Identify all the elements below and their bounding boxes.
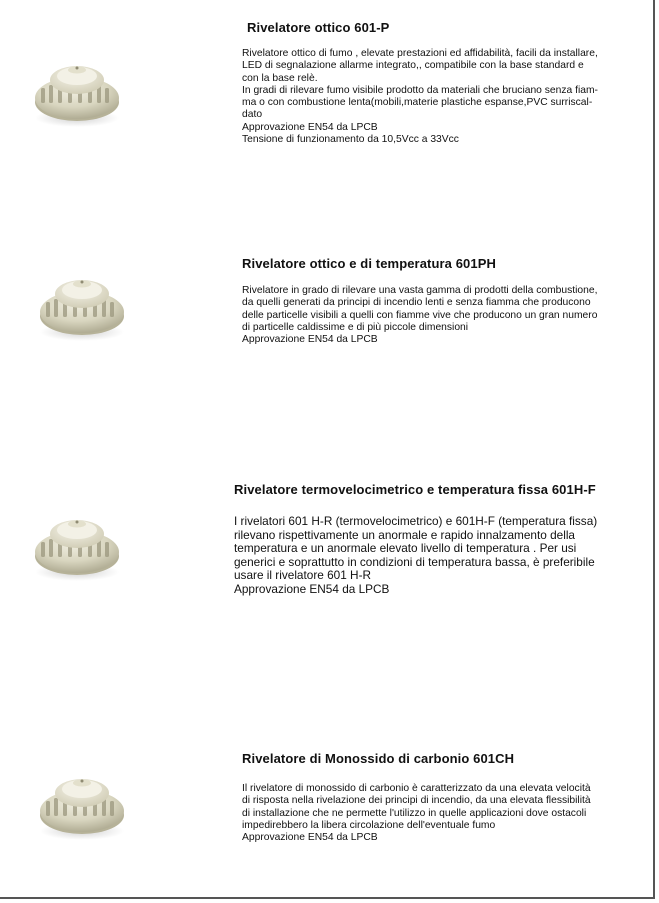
product-description: Rivelatore in grado di rilevare una vasta gamma di prodotti della combustione, da quelli generati da principi di incendio lenti e senza fiamma che producono delle particelle visibili a quelli con fiamme vive che producono un gran numero di particelle caldissime e di più piccole dimensioni Approvazione EN54 da LPCB: [242, 285, 598, 346]
detector-image: [32, 52, 124, 132]
product-description: I rivelatori 601 H-R (termovelocimetrico) e 601H-F (temperatura fissa) rilevano rispettivamente un anormale e rapido innalzamento della temperatura e un anormale elevato livello di temperatura . Per usi generici e soprattutto in condizioni di temperatura bassa, è preferibile usare il rivelatore 601 H-R Approvazione EN54 da LPCB: [234, 514, 598, 596]
detector-image: [37, 266, 129, 346]
detector-image: [32, 506, 124, 586]
product-title: Rivelatore di Monossido di carbonio 601CH: [242, 751, 515, 766]
product-title: Rivelatore ottico 601-P: [247, 20, 390, 35]
product-description: Il rivelatore di monossido di carbonio è caratterizzato da una elevata velocità di risposta nella rivelazione dei principi di incendio, da una elevata flessibilità di installazione che ne permette l'utilizzo in quelle applicazioni dove ostacoli impedirebbero la libera circolazione dell'eventuale fumo Approvazione EN54 da LPCB: [242, 783, 591, 844]
product-title: Rivelatore ottico e di temperatura 601PH: [242, 256, 496, 271]
detector-image: [37, 765, 129, 845]
product-description: Rivelatore ottico di fumo , elevate prestazioni ed affidabilità, facili da installare, LED di segnalazione allarme integrato,, compatibile con la base standard e con la base relè. In gradi di rilevare fumo visibile prodotto da materiali che bruciano senza fiam- ma o con combustione lenta(mobili,materie plastiche espanse,PVC surriscal- dato Approvazione EN54 da LPCB Tensione di funzionamento da 10,5Vcc a 33Vcc: [242, 48, 598, 146]
product-title: Rivelatore termovelocimetrico e temperatura fissa 601H-F: [234, 482, 596, 497]
